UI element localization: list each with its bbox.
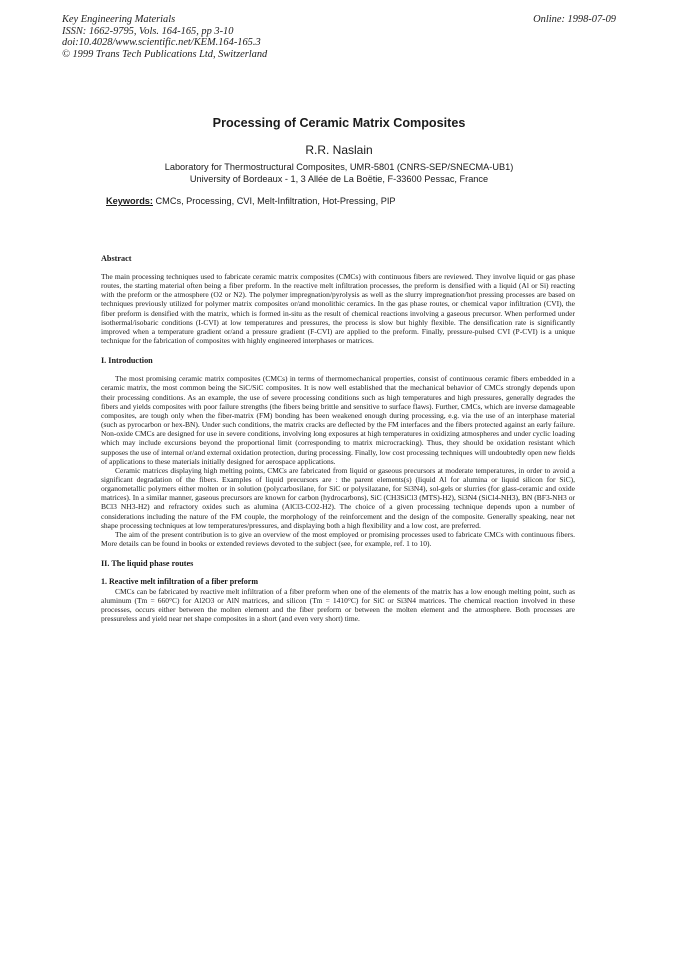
introduction-heading: I. Introduction bbox=[101, 356, 153, 366]
paper-body bbox=[101, 254, 575, 623]
keywords-list: CMCs, Processing, CVI, Melt-Infiltration, Hot-Pressing, PIP bbox=[155, 196, 396, 206]
abstract-heading: Abstract bbox=[101, 254, 132, 263]
keywords-line bbox=[106, 196, 396, 206]
affiliation-line-1: Laboratory for Thermostructural Composites, UMR-5801 (CNRS-SEP/SNECMA-UB1) bbox=[164, 162, 514, 172]
subsection-1-heading: 1. Reactive melt infiltration of a fiber preform bbox=[101, 577, 258, 587]
affiliation-line-2: University of Bordeaux - 1, 3 Allée de La Boëtie, F-33600 Pessac, France bbox=[189, 173, 489, 184]
intro-paragraph-1: The most promising ceramic matrix composites (CMCs) in terms of thermomechanical properties, consist of continuous ceramic fibers embedded in a ceramic matrix, the most common being the SiC/SiC composites. It is now well established that the mechanical behavior of CMCs strongly depends upon their processing conditions. As an example, the use of severe processing conditions such as high temperatures and high pressures, generally degrades the fibers and yields composites with poor failure strengths (the fibers being brittle and sensitive to surface flaws). Further, CMCs, which are inverse damageable composites, are tough only when the fiber-matrix (FM) bonding has been weakened enough during processing, e.g. via the use of an interphase material (such as pyrocarbon or hex-BN). Under such conditions, the matrix cracks are deflected by the FM interfaces and the fibers protected against an early failure. Non-oxide CMCs are designed for use in severe conditions, involving long exposures at high temperatures in oxidizing atmospheres and under cyclic loading which may include excursions beyond the proportional limit (corresponding to matrix microcracking). Thus, they should be oxidation resistant which supposes the use of internal or/and external oxidation protection, during processing. Finally, low cost processing techniques will undoubtedly open new fields of applications to these materials initially designed for aerospace applications. bbox=[101, 374, 575, 466]
paper-title: Processing of Ceramic Matrix Composites bbox=[212, 116, 466, 130]
section-2-heading: II. The liquid phase routes bbox=[101, 559, 194, 569]
abstract-text: The main processing techniques used to fabricate ceramic matrix composites (CMCs) with continuous fibers are reviewed. They involve liquid or gas phase routes, the starting material often being a fiber preform. In the reactive melt infiltration processes, the preform is densified with a liquid (Al or Si) reacting with the preform or the atmosphere (O2 or N2). The polymer impregnation/pyrolysis as well as the slurry impregnation/hot pressing processes are based on techniques previously utilized for polymer matrix composites or/and monolithic ceramics. In the gas phase routes, or chemical vapor infiltration (CVI), the fiber preform is densified with the matrix, which is formed in-situ as the result of chemical reactions involving a gaseous precursor. When performed under isothermal/isobaric conditions (I-CVI) at low temperatures and pressures, the process is slow but highly flexible. The densification rate is significantly improved when a temperature gradient or/and a pressure gradient (F-CVI) are applied to the preform. Finally, pressure-pulsed CVI (P-CVI) is a unique technique for the fabrication of composites with highly engineered interphases or matrices. bbox=[101, 272, 575, 346]
issn-line: ISSN: 1662-9795, Vols. 164-165, pp 3-10 bbox=[62, 25, 234, 37]
paper-author: R.R. Naslain bbox=[305, 143, 373, 157]
affiliation bbox=[0, 162, 678, 185]
section-2-paragraph-1: CMCs can be fabricated by reactive melt infiltration of a fiber preform when one of the elements of the matrix has a low enough melting point, such as aluminum (Tm = 660°C) for Al2O3 or AlN matrices, and silicon (Tm = 1410°C) for SiC or Si3N4 matrices. The chemical reaction involved in these processes, occurs either between the molten element and the fiber preform or between the molten element and the atmosphere. Both processes are pressureless and yield near net shape composites in a short (and even very short) time. bbox=[101, 586, 575, 624]
journal-name: Key Engineering Materials bbox=[62, 14, 176, 25]
keywords-label: Keywords: bbox=[106, 196, 153, 206]
copyright-line: © 1999 Trans Tech Publications Ltd, Switzerland bbox=[62, 48, 268, 60]
intro-paragraph-3: The aim of the present contribution is to give an overview of the most employed or promising processes used to fabricate CMCs with continuous fibers. More details can be found in books or extended reviews devoted to the subject (see, for example, ref. 1 to 10). bbox=[101, 529, 575, 549]
doi-link[interactable]: doi:10.4028/www.scientific.net/KEM.164-165.3 bbox=[62, 37, 261, 49]
citation-block bbox=[62, 14, 267, 60]
intro-paragraph-2: Ceramic matrices displaying high melting points, CMCs are fabricated from liquid or gaseous precursors at moderate temperatures, in order to avoid a significant degradation of the fibers. Examples of liquid precursors are : the parent elements(s) (liquid Al for alumina or liquid silicon for SiC), organometallic polymers either molten or in solution (polycarbosilane, for SiC or polysilazane, for Si3N4), sol-gels or slurries (for glass-ceramic and oxide matrices). In a similar manner, gaseous precursors are known for carbon (hydrocarbons), SiC (CH3SiCl3 (MTS)-H2), Si3N4 (SiCl4-NH3), BN (BF3-NH3 or BCl3 NH3-H2) and refractory oxides such as alumina (AlCl3-CO2-H2). The choice of a given processing technique depends upon a number of considerations including the nature of the FM couple, the morphology of the reinforcement and the design of the composite. Generally speaking, near net shape processing techniques at low temperatures/pressures, and displaying both a high flexibility and a low cost, are preferred. bbox=[101, 465, 575, 530]
online-date: Online: 1998-07-09 bbox=[533, 14, 616, 25]
